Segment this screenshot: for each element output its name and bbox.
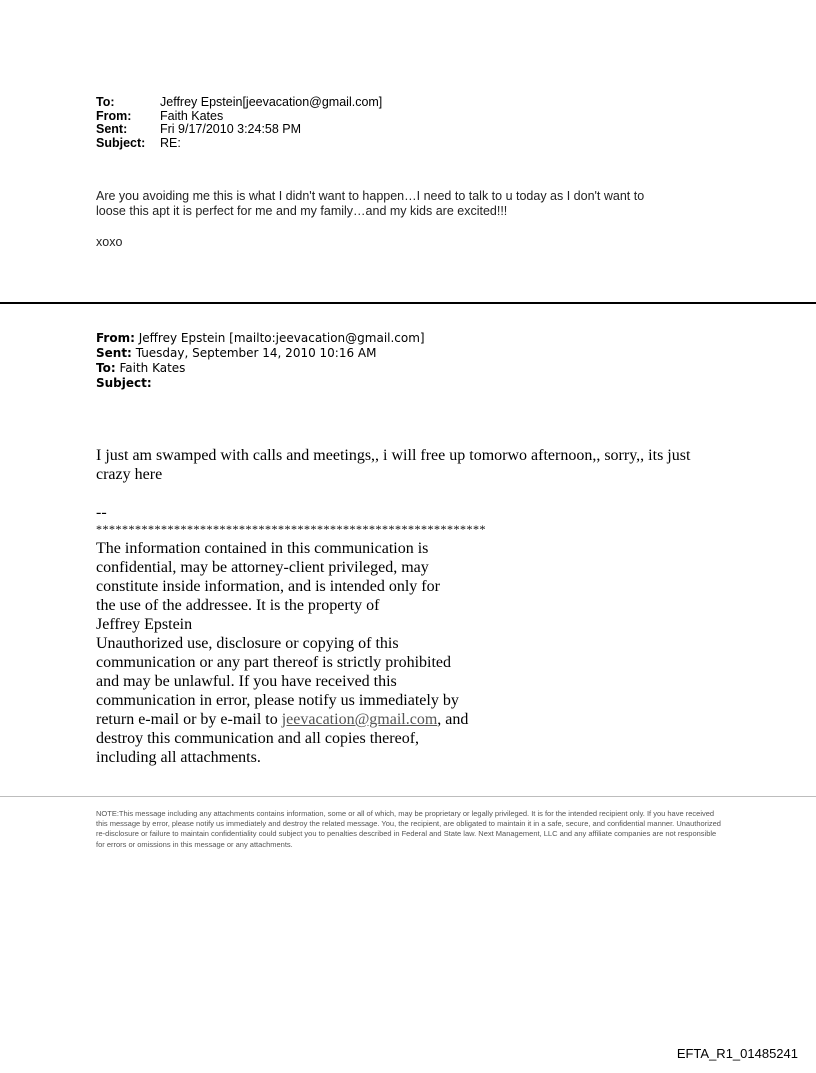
signature-line: The information contained in this communication is <box>96 540 429 557</box>
quoted-to-label: To: <box>96 361 116 375</box>
quoted-subject-row <box>96 376 425 391</box>
return-suffix: , and <box>437 711 469 728</box>
message-line-1: Are you avoiding me this is what I didn't want to happen…I need to talk to u today as I don't want to <box>96 189 645 203</box>
quoted-to-row <box>96 361 425 376</box>
quoted-to-value: Faith Kates <box>119 361 186 375</box>
message-signoff: xoxo <box>96 235 123 249</box>
signature-line: the use of the addressee. It is the property of <box>96 597 380 614</box>
signature-dash: -- <box>96 504 107 521</box>
quoted-header <box>96 331 425 391</box>
signature-line: constitute inside information, and is intended only for <box>96 578 440 595</box>
signature-line: Unauthorized use, disclosure or copying of this <box>96 635 399 652</box>
return-prefix: return e-mail or by e-mail to <box>96 711 282 728</box>
quoted-line-2: crazy here <box>96 466 163 483</box>
quoted-message-body <box>96 446 736 484</box>
quoted-sent-row <box>96 346 425 361</box>
confidentiality-signature <box>96 503 486 767</box>
message-paragraph <box>96 189 736 219</box>
quoted-from-label: From: <box>96 331 135 345</box>
from-value: Faith Kates <box>160 108 224 123</box>
quoted-subject-label: Subject: <box>96 376 152 390</box>
signature-line: communication or any part thereof is strictly prohibited <box>96 654 452 671</box>
signature-line: destroy this communication and all copies thereof, <box>96 730 420 747</box>
header-from-row <box>96 110 382 124</box>
sent-label: Sent: <box>96 122 128 136</box>
quoted-line-1: I just am swamped with calls and meetings,, i will free up tomorwo afternoon,, sorry,, its just <box>96 447 691 464</box>
from-label: From: <box>96 108 132 123</box>
header-subject-row <box>96 137 382 151</box>
header-to-row <box>96 96 382 110</box>
header-sent-row <box>96 123 382 137</box>
signature-line: and may be unlawful. If you have received this <box>96 673 397 690</box>
subject-value: RE: <box>160 135 181 150</box>
document-id: EFTA_R1_01485241 <box>676 1046 798 1061</box>
subject-label: Subject: <box>96 135 146 150</box>
email-link[interactable]: jeevacation@gmail.com <box>281 711 438 728</box>
email-header <box>96 96 382 150</box>
signature-stars: ************************************************************ <box>96 522 486 536</box>
message-body <box>96 189 736 266</box>
message-divider <box>0 302 816 304</box>
quoted-sent-value: Tuesday, September 14, 2010 10:16 AM <box>135 346 377 360</box>
to-value: Jeffrey Epstein[jeevacation@gmail.com] <box>160 95 383 109</box>
quoted-from-value: Jeffrey Epstein [mailto:jeevacation@gmail.com] <box>138 331 425 345</box>
to-label: To: <box>96 95 115 109</box>
quoted-from-row <box>96 331 425 346</box>
signature-line: communication in error, please notify us immediately by <box>96 692 459 709</box>
signature-line: Jeffrey Epstein <box>96 616 193 633</box>
signature-return-line <box>96 710 486 729</box>
quoted-message-paragraph <box>96 446 736 484</box>
quoted-sent-label: Sent: <box>96 346 132 360</box>
message-line-2: loose this apt it is perfect for me and my family…and my kids are excited!!! <box>96 204 508 218</box>
legal-notice: NOTE:This message including any attachments contains information, some or all of which, may be proprietary or legally privileged. It is for the intended recipient only. If you have received this message by error, please notify us immediately and destroy the related message. You, the recipient, are obligated to maintain it in a safe, secure, and confidential manner. Unauthorized re-disclosure or failure to maintain confidentiality could subject you to penalties described in Federal and State law. Next Management, LLC and any affiliate companies are not responsible for errors or omissions in this message or any attachments. <box>96 809 721 849</box>
sent-value: Fri 9/17/2010 3:24:58 PM <box>160 122 302 136</box>
signature-line: confidential, may be attorney-client privileged, may <box>96 559 429 576</box>
signature-line: including all attachments. <box>96 749 261 766</box>
notice-divider <box>0 796 816 797</box>
